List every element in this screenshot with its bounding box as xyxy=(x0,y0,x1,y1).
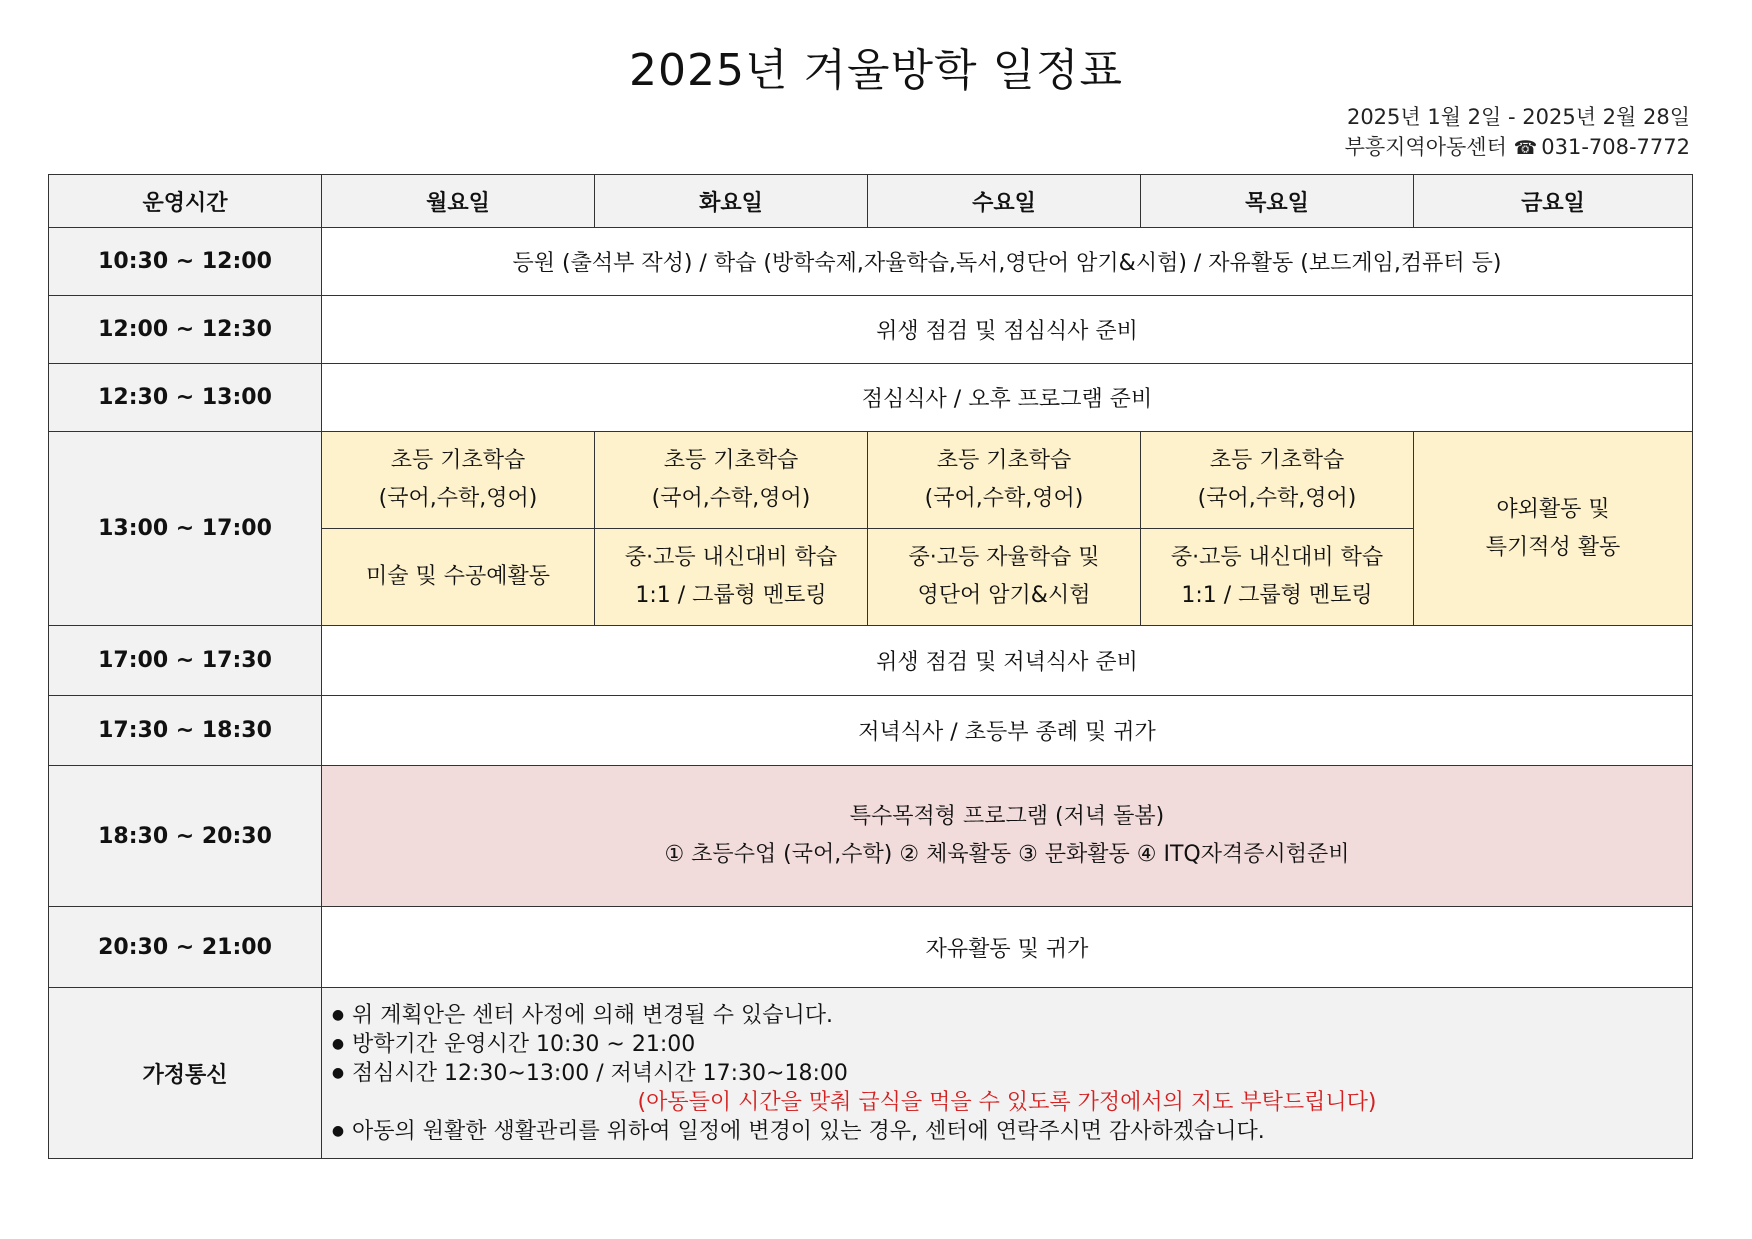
activity-cell: 점심식사 / 오후 프로그램 준비 xyxy=(322,364,1693,432)
activity-cell: 저녁식사 / 초등부 종례 및 귀가 xyxy=(322,696,1693,766)
cell-line: 초등 기초학습 xyxy=(390,448,526,473)
wednesday-secondary-cell xyxy=(868,529,1141,626)
monday-secondary-cell: 미술 및 수공예활동 xyxy=(322,529,595,626)
cell-line: 중·고등 자율학습 및 xyxy=(908,545,1100,570)
period-text: 2025년 1월 2일 - 2025년 2월 28일 xyxy=(1346,105,1690,129)
cell-line: 초등 기초학습 xyxy=(1209,448,1345,473)
table-row xyxy=(49,766,1693,907)
cell-line: (국어,수학,영어) xyxy=(1197,486,1357,511)
time-cell: 12:00 ~ 12:30 xyxy=(49,296,322,364)
header-monday: 월요일 xyxy=(322,175,595,228)
cell-line: 중·고등 내신대비 학습 xyxy=(624,545,838,570)
phone-number: 031-708-7772 xyxy=(1541,135,1690,159)
bullet-icon: ● xyxy=(331,1064,345,1081)
time-cell: 20:30 ~ 21:00 xyxy=(49,907,322,988)
header-wednesday: 수요일 xyxy=(868,175,1141,228)
header-tuesday: 화요일 xyxy=(595,175,868,228)
notice-text: 방학기간 운영시간 10:30 ~ 21:00 xyxy=(352,1031,696,1057)
time-cell: 10:30 ~ 12:00 xyxy=(49,228,322,296)
notice-label: 가정통신 xyxy=(49,988,322,1159)
table-row xyxy=(49,626,1693,696)
tuesday-elementary-cell xyxy=(595,432,868,529)
activity-cell: 위생 점검 및 점심식사 준비 xyxy=(322,296,1693,364)
header-row xyxy=(49,175,1693,228)
time-cell: 13:00 ~ 17:00 xyxy=(49,432,322,626)
cell-line: 특기적성 활동 xyxy=(1485,534,1621,560)
special-program-cell xyxy=(322,766,1693,907)
header-time: 운영시간 xyxy=(49,175,322,228)
thursday-elementary-cell xyxy=(1141,432,1414,529)
activity-cell: 위생 점검 및 저녁식사 준비 xyxy=(322,626,1693,696)
header-friday: 금요일 xyxy=(1414,175,1693,228)
cell-line: 중·고등 내신대비 학습 xyxy=(1170,545,1384,570)
cell-line: 야외활동 및 xyxy=(1496,496,1610,522)
notice-text: 위 계획안은 센터 사정에 의해 변경될 수 있습니다. xyxy=(352,1002,833,1028)
cell-line: 특수목적형 프로그램 (저녁 돌봄) xyxy=(849,804,1165,829)
cell-line: 영단어 암기&시험 xyxy=(917,583,1091,608)
list-item xyxy=(322,1117,1692,1146)
schedule-table xyxy=(48,174,1693,1159)
cell-line: (국어,수학,영어) xyxy=(378,486,538,511)
friday-activity-cell xyxy=(1414,432,1693,626)
thursday-secondary-cell xyxy=(1141,529,1414,626)
time-cell: 17:00 ~ 17:30 xyxy=(49,626,322,696)
monday-elementary-cell xyxy=(322,432,595,529)
table-row xyxy=(49,228,1693,296)
cell-line: 1:1 / 그룹형 멘토링 xyxy=(1181,583,1373,608)
table-row xyxy=(49,364,1693,432)
table-row xyxy=(49,296,1693,364)
activity-cell: 자유활동 및 귀가 xyxy=(322,907,1693,988)
bullet-icon: ● xyxy=(331,1035,345,1052)
notice-red-note: (아동들이 시간을 맞춰 급식을 먹을 수 있도록 가정에서의 지도 부탁드립니다) xyxy=(637,1089,1377,1115)
page-title: 2025년 겨울방학 일정표 xyxy=(629,45,1123,96)
center-contact xyxy=(1345,132,1690,163)
table-row xyxy=(49,432,1693,529)
cell-line: (국어,수학,영어) xyxy=(651,486,811,511)
bullet-icon: ● xyxy=(331,1006,345,1023)
center-name: 부흥지역아동센터 xyxy=(1344,135,1507,159)
time-cell: 18:30 ~ 20:30 xyxy=(49,766,322,907)
notice-content xyxy=(322,988,1693,1159)
time-cell: 12:30 ~ 13:00 xyxy=(49,364,322,432)
list-item xyxy=(322,1001,1692,1030)
cell-line: 초등 기초학습 xyxy=(936,448,1072,473)
notice-text: 점심시간 12:30~13:00 / 저녁시간 17:30~18:00 xyxy=(352,1060,848,1086)
tuesday-secondary-cell xyxy=(595,529,868,626)
wednesday-elementary-cell xyxy=(868,432,1141,529)
notice-text: 아동의 원활한 생활관리를 위하여 일정에 변경이 있는 경우, 센터에 연락주시면 감사하겠습니다. xyxy=(352,1118,1265,1144)
table-row xyxy=(49,907,1693,988)
time-cell: 17:30 ~ 18:30 xyxy=(49,696,322,766)
cell-line: ① 초등수업 (국어,수학) ② 체육활동 ③ 문화활동 ④ ITQ자격증시험준비 xyxy=(664,842,1350,867)
cell-line: 1:1 / 그룹형 멘토링 xyxy=(635,583,827,608)
cell-line: (국어,수학,영어) xyxy=(924,486,1084,511)
activity-cell: 등원 (출석부 작성) / 학습 (방학숙제,자율학습,독서,영단어 암기&시험) / 자유활동 (보드게임,컴퓨터 등) xyxy=(322,228,1693,296)
phone-icon: ☎ xyxy=(1513,137,1538,159)
list-item xyxy=(322,1059,1692,1088)
bullet-icon: ● xyxy=(331,1122,345,1139)
meta-info xyxy=(1345,102,1690,163)
header-thursday: 목요일 xyxy=(1141,175,1414,228)
list-item xyxy=(322,1030,1692,1059)
notice-row xyxy=(49,988,1693,1159)
cell-line: 초등 기초학습 xyxy=(663,448,799,473)
table-row xyxy=(49,696,1693,766)
